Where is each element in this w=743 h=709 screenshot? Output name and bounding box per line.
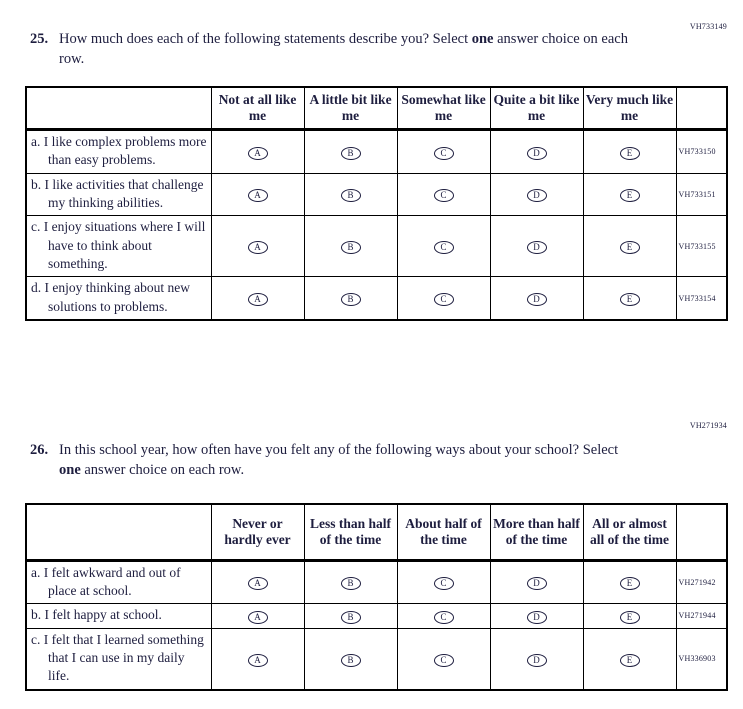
table-row [26,129,727,173]
column-header: Very much like me [583,87,676,129]
row-statement: I felt awkward and out of place at school. [43,564,181,598]
row-label: b. [31,607,42,623]
answer-cell [211,560,304,604]
row-statement: I enjoy situations where I will have to think about something. [43,219,206,271]
column-header: Somewhat like me [397,87,490,129]
answer-cell [397,628,490,690]
row-label: c. [31,219,41,235]
column-header: About half of the time [397,504,490,560]
answer-bubble-c[interactable]: C [434,241,454,254]
q26-response-table [25,503,728,691]
statement-cell [26,604,211,628]
answer-cell [583,277,676,320]
answer-cell [583,560,676,604]
answer-bubble-a[interactable]: A [248,577,268,590]
question-text-pre: How much does each of the following statements describe you? Select [59,31,472,47]
answer-cell [490,560,583,604]
answer-cell [397,560,490,604]
answer-cell [397,173,490,216]
question-text [59,30,639,69]
question-26-accession-code: VH271934 [689,421,727,430]
corner-cell [26,504,211,560]
row-label: c. [31,631,41,647]
answer-bubble-d[interactable]: D [527,293,547,306]
answer-bubble-c[interactable]: C [434,189,454,202]
answer-bubble-c[interactable]: C [434,577,454,590]
statement-cell [26,628,211,690]
row-statement: I enjoy thinking about new solutions to problems. [44,280,190,314]
column-header: Quite a bit like me [490,87,583,129]
answer-bubble-c[interactable]: C [434,654,454,667]
answer-cell [304,277,397,320]
answer-bubble-a[interactable]: A [248,241,268,254]
statement-cell [26,129,211,173]
column-header: A little bit like me [304,87,397,129]
answer-cell [490,277,583,320]
row-statement: I like activities that challenge my thinking abilities. [44,176,204,210]
answer-bubble-d[interactable]: D [527,577,547,590]
row-statement: I felt that I learned something that I can use in my daily life. [43,631,204,684]
answer-cell [490,628,583,690]
answer-cell [583,173,676,216]
table-row [26,277,727,320]
column-header: Less than half of the time [304,504,397,560]
question-25 [30,30,639,69]
answer-bubble-b[interactable]: B [341,189,361,202]
column-header: All or almost all of the time [583,504,676,560]
answer-bubble-a[interactable]: A [248,189,268,202]
answer-bubble-b[interactable]: B [341,293,361,306]
answer-cell [211,173,304,216]
answer-bubble-a[interactable]: A [248,611,268,624]
item-code: VH733151 [676,173,727,216]
column-header: Never or hardly ever [211,504,304,560]
question-text-bold: one [471,31,494,47]
answer-cell [583,129,676,173]
answer-bubble-d[interactable]: D [527,189,547,202]
question-number: 25. [30,31,49,47]
answer-cell [304,173,397,216]
item-code: VH733150 [676,129,727,173]
answer-bubble-e[interactable]: E [620,241,640,254]
table-row [26,604,727,628]
answer-bubble-d[interactable]: D [527,654,547,667]
statement-cell [26,277,211,320]
question-text-post: answer choice on each row. [80,461,245,478]
answer-cell [211,129,304,173]
column-header: Not at all like me [211,87,304,129]
answer-cell [304,604,397,628]
answer-bubble-e[interactable]: E [620,654,640,667]
q25-response-table [25,86,728,321]
row-label: d. [31,280,42,296]
answer-bubble-a[interactable]: A [248,147,268,160]
answer-bubble-d[interactable]: D [527,147,547,160]
answer-bubble-d[interactable]: D [527,241,547,254]
answer-cell [490,173,583,216]
answer-cell [211,216,304,277]
answer-cell [304,216,397,277]
answer-bubble-b[interactable]: B [341,577,361,590]
answer-bubble-b[interactable]: B [341,241,361,254]
row-statement: I felt happy at school. [44,607,162,623]
answer-bubble-c[interactable]: C [434,147,454,160]
row-label: a. [31,133,41,149]
answer-bubble-d[interactable]: D [527,611,547,624]
answer-cell [490,129,583,173]
answer-bubble-e[interactable]: E [620,577,640,590]
question-text-pre: In this school year, how often have you felt any of the following ways about your school? Select [59,442,619,458]
question-text [59,441,639,480]
answer-cell [304,129,397,173]
answer-cell [490,216,583,277]
row-statement: I like complex problems more than easy problems. [43,133,207,168]
question-26 [30,441,639,480]
row-label: b. [31,176,42,192]
answer-cell [397,604,490,628]
statement-cell [26,173,211,216]
table-row [26,173,727,216]
question-number: 26. [30,442,49,458]
answer-bubble-c[interactable]: C [434,611,454,624]
answer-cell [583,216,676,277]
answer-cell [304,628,397,690]
item-code: VH271944 [676,604,727,628]
answer-cell [304,560,397,604]
statement-cell [26,560,211,604]
answer-cell [490,604,583,628]
answer-bubble-b[interactable]: B [341,147,361,160]
answer-cell [211,277,304,320]
answer-bubble-b[interactable]: B [341,654,361,667]
item-code: VH271942 [676,560,727,604]
table-row [26,560,727,604]
answer-cell [397,216,490,277]
page-accession-code: VH733149 [689,22,727,31]
answer-cell [397,129,490,173]
answer-bubble-a[interactable]: A [248,654,268,667]
item-code: VH733154 [676,277,727,320]
answer-bubble-c[interactable]: C [434,293,454,306]
answer-cell [583,628,676,690]
statement-cell [26,216,211,277]
answer-bubble-e[interactable]: E [620,189,640,202]
item-code: VH336903 [676,628,727,690]
item-code: VH733155 [676,216,727,277]
question-text-post: answer choice on each row. [59,31,628,67]
answer-cell [211,604,304,628]
corner-cell [26,87,211,129]
answer-bubble-a[interactable]: A [248,293,268,306]
header-row [26,87,727,129]
question-text-bold: one [59,461,81,478]
table-row [26,628,727,690]
answer-bubble-e[interactable]: E [620,611,640,624]
answer-cell [211,628,304,690]
code-column-header [676,87,727,129]
answer-bubble-b[interactable]: B [341,611,361,624]
answer-cell [583,604,676,628]
table-row [26,216,727,277]
code-column-header [676,504,727,560]
answer-bubble-e[interactable]: E [620,293,640,306]
column-header: More than half of the time [490,504,583,560]
answer-cell [397,277,490,320]
row-label: a. [31,564,41,580]
header-row [26,504,727,560]
answer-bubble-e[interactable]: E [620,147,640,160]
